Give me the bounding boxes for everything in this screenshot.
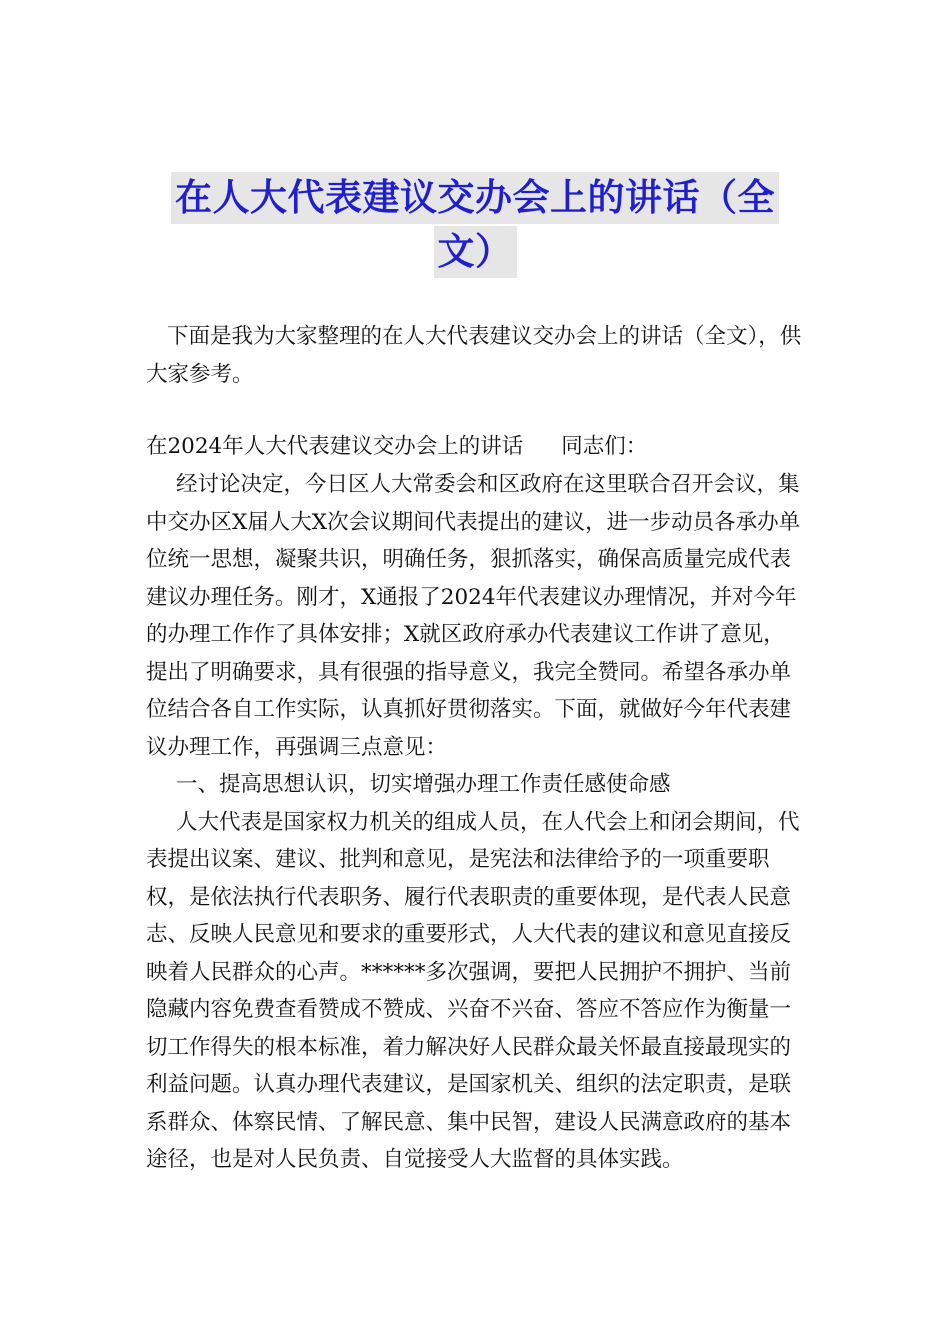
body-paragraph-opening: 经讨论决定，今日区人大常委会和区政府在这里联合召开会议，集中交办区X届人大X次会议期间代表提出的建议，进一步动员各承办单位统一思想，凝聚共识，明确任务，狠抓落实，确保高质量完成代表建议办理任务。刚才，X通报了2024年代表建议办理情况，并对今年的办理工作作了具体安排；X就区政府承办代表建议工作讲了意见，提出了明确要求，具有很强的指导意义，我完全赞同。希望各承办单位结合各自工作实际，认真抓好贯彻落实。下面，就做好今年代表建议办理工作，再强调三点意见： [146, 472, 801, 760]
body-paragraph-section-1: 人大代表是国家权力机关的组成人员，在人代会上和闭会期间，代表提出议案、建议、批判和意见，是宪法和法律给予的一项重要职权，是依法执行代表职务、履行代表职责的重要体现，是代表人民意志、反映人民意见和要求的重要形式，人大代表的建议和意见直接反映着人民群众的心声。******多次强调，要把人民拥护不拥护、当前隐藏内容免费查看赞成不赞成、兴奋不兴奋、答应不答应作为衡量一切工作得失的根本标准，着力解决好人民群众最关怀最直接最现实的利益问题。认真办理代表建议，是国家机关、组织的法定职责，是联系群众、体察民情、了解民意、集中民智，建设人民满意政府的基本途径，也是对人民负责、自觉接受人大监督的具体实践。 [146, 809, 800, 1172]
intro-paragraph: 下面是我为大家整理的在人大代表建议交办会上的讲话（全文），供大家参考。 [146, 324, 802, 387]
speech-title: 在2024年人大代表建议交办会上的讲话 [146, 434, 524, 459]
section-heading-1: 一、提高思想认识，切实增强办理工作责任感使命感 [176, 772, 671, 797]
title-line-2: 文） [434, 226, 517, 278]
speech-body [146, 466, 806, 1179]
title-line-1: 在人大代表建议交办会上的讲话（全 [171, 172, 779, 224]
speech-heading [146, 428, 806, 466]
greeting: 同志们： [561, 434, 648, 459]
document-title [160, 172, 790, 278]
